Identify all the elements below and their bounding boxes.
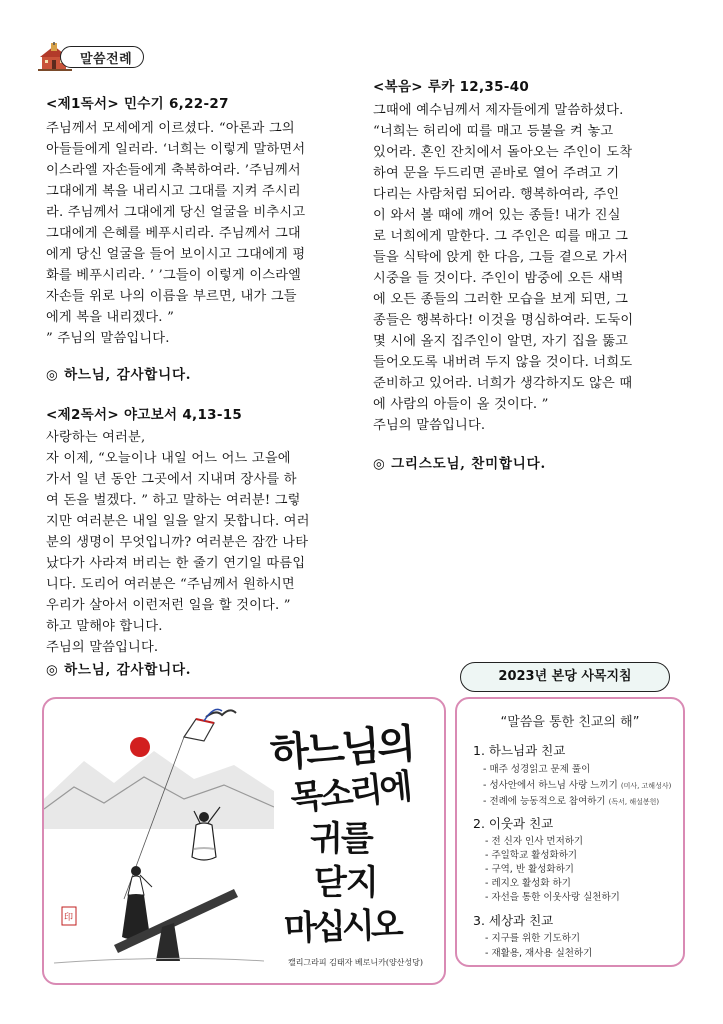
- reading-line: 니다. 도리어 여러분은 “주님께서 원하시면: [46, 577, 295, 592]
- reading-line: 시중을 들 것이다. 주인이 밤중에 오든 새벽: [373, 271, 624, 286]
- reading-line: 가서 일 년 동안 그곳에서 지내며 장사를 하: [46, 472, 297, 487]
- plan-section-heading: 2. 이웃과 친교: [473, 816, 554, 831]
- reading-line: 들어오도록 내버려 두지 않을 것이다. 너희도: [373, 355, 633, 370]
- reading-line: 주님의 말씀입니다.: [46, 640, 159, 655]
- plan-item: - 재활용, 재사용 실천하기: [485, 948, 593, 959]
- reading-line: 났다가 사라져 버리는 한 줄기 연기일 따름입: [46, 556, 306, 571]
- reading-line: 에 오든 종들의 그러한 모습을 보게 되면, 그: [373, 292, 629, 307]
- reading-reference: 민수기 6,22-27: [118, 96, 229, 112]
- reading-line: 아들들에게 일러라. ‘너희는 이렇게 말하면서: [46, 142, 306, 157]
- plan-item-note: (미사, 고해성사): [620, 782, 672, 790]
- artwork-box: [42, 697, 446, 985]
- reading-line: 라. 주님께서 그대에게 당신 얼굴을 비추시고: [46, 205, 306, 220]
- reading-response: ◎ 하느님, 감사합니다.: [46, 367, 192, 383]
- reading-line: 로 너희에게 말한다. 그 주인은 띠를 매고 그: [373, 229, 629, 244]
- plan-item: [483, 761, 590, 775]
- reading-response: ◎ 그리스도님, 찬미합니다.: [373, 456, 546, 472]
- plan-item: - 지구를 위한 기도하기: [485, 933, 581, 944]
- plan-title: 2023년 본당 사목지침: [460, 662, 670, 692]
- reading-label: <복음>: [373, 79, 423, 95]
- reading-body: [46, 427, 358, 658]
- reading-reference: 루카 12,35-40: [422, 79, 530, 95]
- reading-body: [46, 118, 358, 349]
- reading-line: 이 와서 볼 때에 깨어 있는 종들! 내가 진실: [373, 208, 621, 223]
- reading-line: 그때에 예수님께서 제자들에게 말씀하셨다.: [373, 103, 624, 118]
- standing-figure: [122, 866, 152, 940]
- reading-line: 주님의 말씀입니다.: [373, 418, 486, 433]
- calligraphy-line: 마십시오: [283, 904, 401, 949]
- reading-line: “너희는 허리에 띠를 매고 등불을 켜 놓고: [373, 124, 614, 139]
- sun: [130, 737, 150, 757]
- reading-line: ” 주님의 말씀입니다.: [46, 331, 170, 346]
- plan-item-text: - 전례에 능동적으로 참여하기: [483, 796, 606, 807]
- reading-line: 화를 베푸시리라. ’ ’그들이 이렇게 이스라엘: [46, 268, 302, 283]
- calligraphy-line: 목소리에: [288, 766, 412, 820]
- reading-heading: [46, 405, 358, 426]
- reading-line: 에게 당신 얼굴을 들어 보이시고 그대에게 평: [46, 247, 306, 262]
- reading-line: 사랑하는 여러분,: [46, 430, 146, 445]
- reading-line: 하여 문을 두드리면 곧바로 열어 주려고 기: [373, 166, 620, 181]
- folk-illustration: [44, 699, 274, 983]
- reading-line: 자손들 위로 나의 이름을 부르면, 내가 그들: [46, 289, 297, 304]
- reading-heading: [46, 94, 358, 115]
- reading-reference: 야고보서 4,13-15: [118, 407, 243, 423]
- artwork-credit: 캘리그라피 김태자 베로니카(양산성당): [288, 958, 423, 967]
- plan-item: - 전 신자 인사 먼저하기: [485, 836, 584, 847]
- section-badge: [38, 42, 146, 70]
- plan-section-heading: 3. 세상과 친교: [473, 913, 554, 928]
- reading-line: 하고 말해야 합니다.: [46, 619, 163, 634]
- reading-label: <제2독서>: [46, 407, 119, 423]
- plan-item-text: - 매주 성경읽고 문제 풀이: [483, 764, 591, 775]
- reading-line: 있어라. 혼인 잔치에서 돌아오는 주인이 도착: [373, 145, 633, 160]
- second-reading: [46, 405, 358, 681]
- reading-response: ◎ 하느님, 감사합니다.: [46, 662, 192, 678]
- plan-item: - 자선을 통한 이웃사랑 실천하기: [485, 892, 620, 903]
- reading-line: 주님께서 모세에게 이르셨다. “아론과 그의: [46, 121, 295, 136]
- plan-item: [483, 777, 671, 791]
- plan-item-text: - 성사안에서 하느님 사랑 느끼기: [483, 780, 618, 791]
- reading-line: 우리가 살아서 이런저런 일을 할 것이다. ”: [46, 598, 291, 613]
- calligraphy-line: 귀를: [310, 819, 372, 859]
- reading-line: 분의 생명이 무엇입니까? 여러분은 잠깐 나타: [46, 535, 309, 550]
- reading-line: 다리는 사람처럼 되어라. 행복하여라, 주인: [373, 187, 620, 202]
- plan-box: [455, 697, 685, 967]
- first-reading: [46, 94, 358, 386]
- reading-line: 그대에게 복을 내리시고 그대를 지켜 주시리: [46, 184, 301, 199]
- reading-label: <제1독서>: [46, 96, 119, 112]
- calligraphy-line: 닫지: [314, 863, 378, 903]
- plan-section-heading: 1. 하느님과 친교: [473, 743, 566, 758]
- plan-item: - 구역, 반 활성화하기: [485, 864, 574, 875]
- reading-line: 여 돈을 벌겠다. ” 하고 말하는 여러분! 그렇: [46, 493, 301, 508]
- reading-line: 에게 복을 내리겠다. ”: [46, 310, 175, 325]
- plan-item: - 주일학교 활성화하기: [485, 850, 578, 861]
- reading-line: 에 사람의 아들이 올 것이다. ”: [373, 397, 549, 412]
- artist-seal: 印: [64, 913, 74, 923]
- reading-line: 종들은 행복하다! 이것을 명심하여라. 도둑이: [373, 313, 634, 328]
- reading-line: 이스라엘 자손들에게 축복하여라. ’주님께서: [46, 163, 301, 178]
- reading-line: 자 이제, “오늘이나 내일 어느 어느 고을에: [46, 451, 291, 466]
- reading-line: 들을 식탁에 앉게 한 다음, 그들 곁으로 가서: [373, 250, 629, 265]
- reading-line: 준비하고 있어라. 너희가 생각하지도 않은 때: [373, 376, 633, 391]
- reading-line: 그대에게 은혜를 베푸시리라. 주님께서 그대: [46, 226, 301, 241]
- badge-label: 말씀전례: [80, 52, 133, 67]
- plan-item: - 레지오 활성화 하기: [485, 878, 571, 889]
- plan-item-note: (독서, 해설봉헌): [608, 798, 660, 806]
- reading-body: [373, 100, 687, 436]
- reading-line: 지만 여러분은 내일 일을 알지 못합니다. 여러: [46, 514, 310, 529]
- plan-motto: “말씀을 통한 친교의 해”: [500, 715, 640, 730]
- reading-heading: [373, 77, 687, 98]
- plan-item: [483, 793, 659, 807]
- calligraphy-line: 하느님의: [268, 720, 415, 777]
- reading-line: 몇 시에 올지 집주인이 알면, 자기 집을 뚫고: [373, 334, 629, 349]
- gospel-reading: [373, 77, 687, 475]
